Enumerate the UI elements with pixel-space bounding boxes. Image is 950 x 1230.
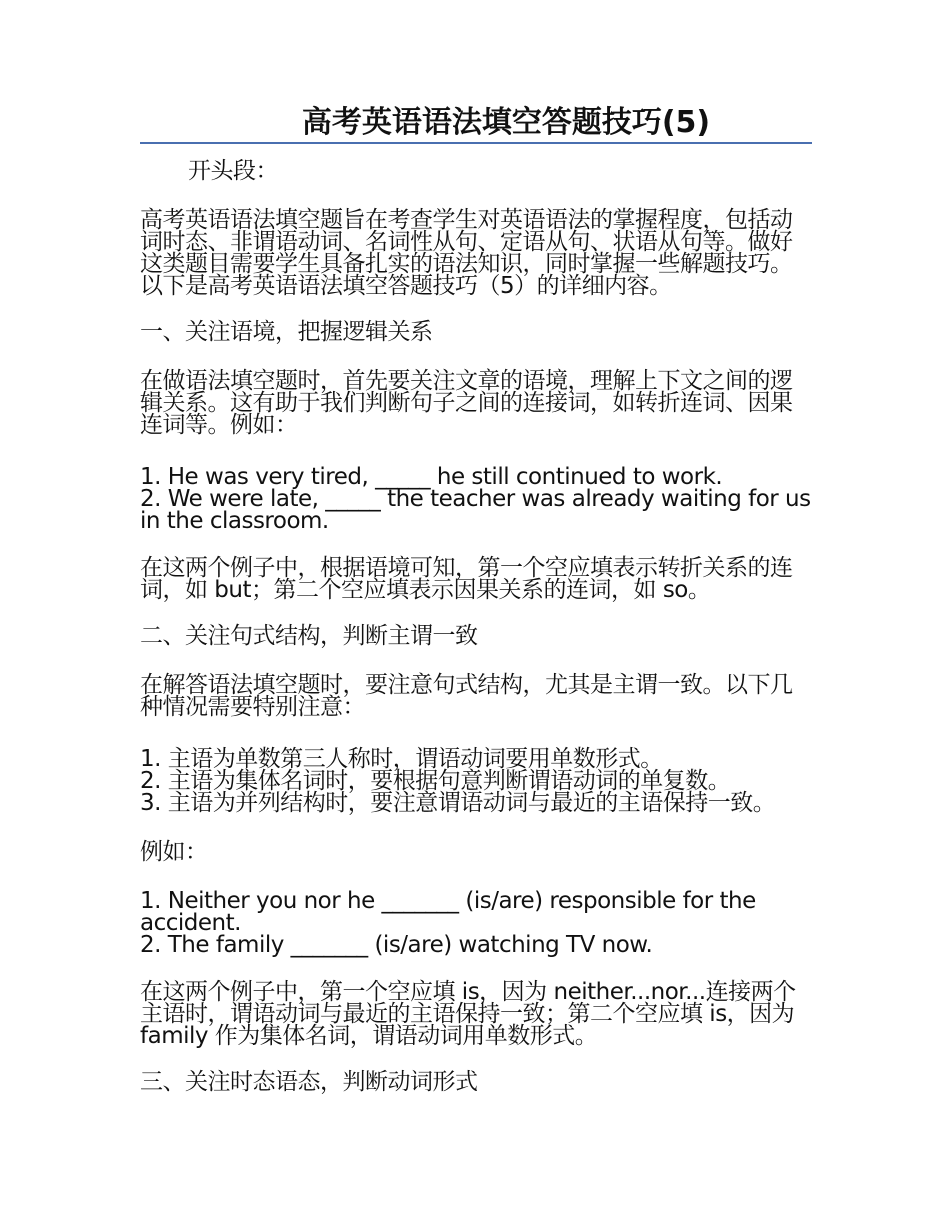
document-page [140,100,812,1095]
section-2-example-1: 1. Neither you nor he _______ (is/are) responsible for the accident. [140,888,756,936]
section-1-example-2: 2. We were late, _____ the teacher was already waiting for us in the classroom. [140,486,811,534]
section-3-heading: 三、关注时态语态，判断动词形式 [140,1069,478,1095]
document-title: 高考英语语法填空答题技巧(5) [301,105,711,140]
section-2-rule-2: 2. 主语为集体名词时，要根据句意判断谓语动词的单复数。 [140,768,731,794]
section-1-example-1: 1. He was very tired, _____ he still continued to work. [140,464,723,490]
section-2-explanation: 在这两个例子中，第一个空应填 is，因为 neither...nor...连接两个主语时，谓语动词与最近的主语保持一致；第二个空应填 is，因为 family 作为集体名词，谓语动词用单数形式。 [140,979,796,1049]
section-2-example-2: 2. The family _______ (is/are) watching TV now. [140,932,653,958]
section-2-heading: 二、关注句式结构，判断主谓一致 [140,623,478,649]
intro-paragraph: 高考英语语法填空题旨在考查学生对英语语法的掌握程度，包括动词时态、非谓语动词、名词性从句、定语从句、状语从句等。做好这类题目需要学生具备扎实的语法知识，同时掌握一些解题技巧。以下是高考英语语法填空答题技巧（5）的详细内容。 [140,207,793,299]
section-2-body: 在解答语法填空题时，要注意句式结构，尤其是主谓一致。以下几种情况需要特别注意： [140,672,793,720]
opening-label: 开头段： [188,158,278,184]
section-1-body: 在做语法填空题时，首先要关注文章的语境，理解上下文之间的逻辑关系。这有助于我们判断句子之间的连接词，如转折连词、因果连词等。例如： [140,368,793,438]
section-1-explanation: 在这两个例子中，根据语境可知，第一个空应填表示转折关系的连词，如 but；第二个空应填表示因果关系的连词，如 so。 [140,555,793,603]
section-2-rule-3: 3. 主语为并列结构时，要注意谓语动词与最近的主语保持一致。 [140,790,776,816]
section-2-rule-1: 1. 主语为单数第三人称时，谓语动词要用单数形式。 [140,746,663,772]
section-2-example-label: 例如： [140,839,208,865]
section-1-heading: 一、关注语境，把握逻辑关系 [140,319,433,345]
